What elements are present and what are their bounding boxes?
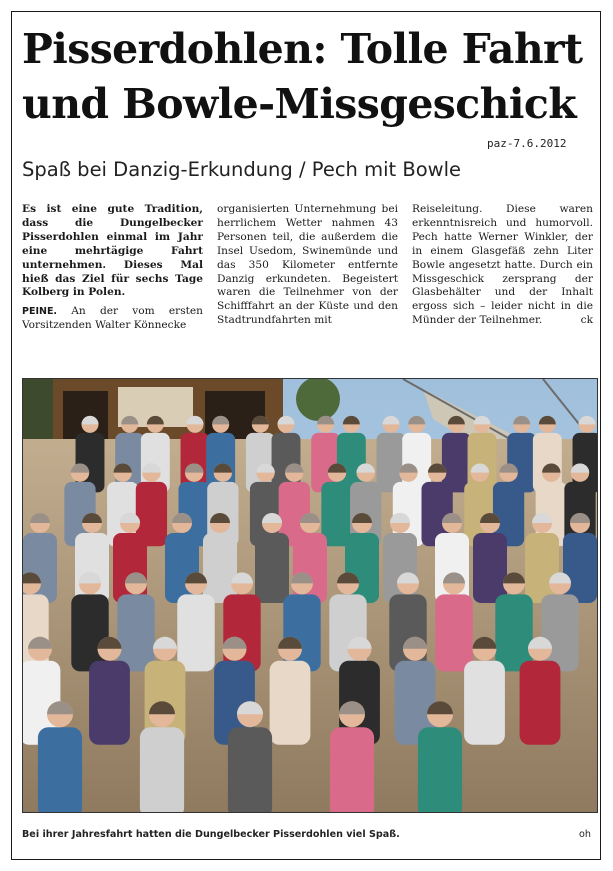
article-column-2 [217,203,398,328]
headline [22,22,597,132]
person-body [418,727,462,813]
person-body [89,661,130,745]
person-body [389,594,426,671]
group-photo [22,378,598,813]
column-3-body: Reiseleitung. Diese waren erkenntnisreich und humorvoll. Pech hatte Werner Winkler, der in einem Glasgefäß zehn Liter Bowle angesetzt hatte. Durch ein Missgeschick zersprang der Glasbehälter und der Inhalt ergoss sich – leider nicht in die Münder der Teilnehmer. [412,203,593,327]
person-body [541,594,578,671]
column-2-text: organisierten Unternehmung bei herrlichem Wetter nahmen 43 Personen teil, die außerdem die Insel Usedom, Swinemünde und das 350 Kilometer entfernte Danzig erkundeten. Begeistert waren die Teilnehmer von der Schifffahrt an der Küste und den Stadtrundfahrten mit [217,203,398,327]
person-body [255,533,289,603]
person-body [117,594,154,671]
person-body [563,533,597,603]
column-1-text: An der vom ersten Vorsitzenden Walter Könnecke [22,305,204,332]
photo-credit: oh [579,829,591,840]
person-body [435,594,472,671]
subheadline: Spaß bei Danzig-Erkundung / Pech mit Bowle [22,158,462,181]
person-body [177,594,214,671]
group-photo-image [23,379,598,813]
person-body [71,594,108,671]
person-body [520,661,561,745]
lead-paragraph: Es ist eine gute Tradition, dass die Dungelbecker Pisserdohlen einmal im Jahr eine mehrtägige Fahrt unternehmen. Dieses Mal hieß das Ziel für sechs Tage Kolberg in Polen. [22,203,203,299]
dateline: PEINE. [22,306,58,318]
person-body [270,661,311,745]
person-body [495,594,532,671]
person-body [38,727,82,813]
person-body [223,594,260,671]
person-body [473,533,507,603]
photo-caption: Bei ihrer Jahresfahrt hatten die Dungelbecker Pisserdohlen viel Spaß. [22,829,400,840]
person-body [203,533,237,603]
column-1-body [22,305,203,333]
headline-line-1: Pisserdohlen: Tolle Fahrt [22,25,583,73]
person-body [330,727,374,813]
author-initials: ck [580,314,593,327]
person-body [228,727,272,813]
photo-tree [296,379,340,421]
headline-line-2: und Bowle-Missgeschick [22,80,577,128]
person-body [140,727,184,813]
article-column-1 [22,203,203,333]
date-stamp: paz-7.6.2012 [487,137,567,150]
article-column-3 [412,203,593,328]
column-3-text [412,203,593,328]
person-body [464,661,505,745]
